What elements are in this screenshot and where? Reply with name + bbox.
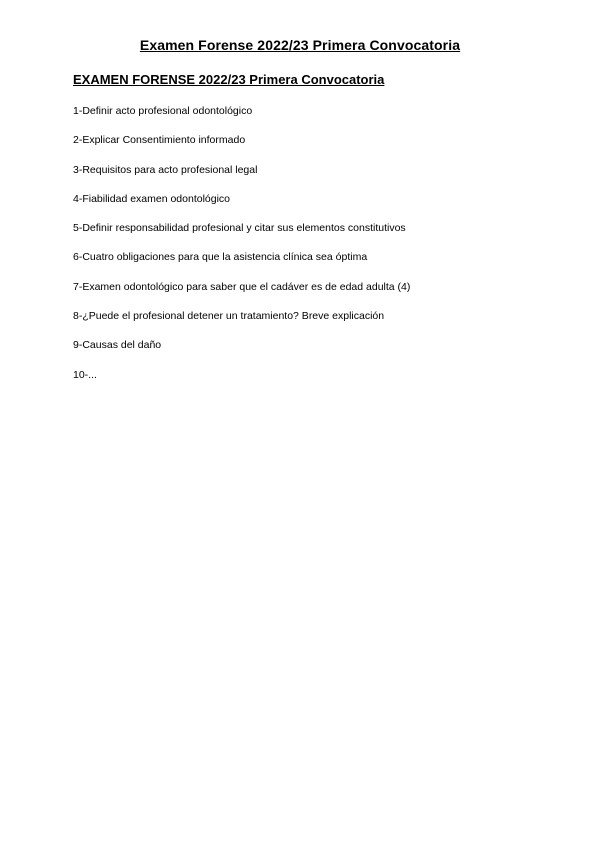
question-item: 10-...: [73, 368, 97, 381]
exam-heading: EXAMEN FORENSE 2022/23 Primera Convocatoria: [73, 72, 385, 87]
question-item: 5-Definir responsabilidad profesional y citar sus elementos constitutivos: [73, 222, 406, 235]
question-item: 6-Cuatro obligaciones para que la asistencia clínica sea óptima: [73, 251, 368, 264]
question-item: 3-Requisitos para acto profesional legal: [73, 163, 258, 176]
question-item: 1-Definir acto profesional odontológico: [73, 105, 253, 117]
document-title: Examen Forense 2022/23 Primera Convocatoria: [139, 37, 461, 53]
question-item: 7-Examen odontológico para saber que el cadáver es de edad adulta (4): [73, 280, 411, 293]
question-item: 2-Explicar Consentimiento informado: [73, 134, 246, 147]
question-item: 9-Causas del daño: [73, 339, 162, 352]
question-item: 8-¿Puede el profesional detener un tratamiento? Breve explicación: [73, 310, 385, 323]
question-list: [73, 104, 410, 397]
question-item: 4-Fiabilidad examen odontológico: [73, 192, 231, 205]
